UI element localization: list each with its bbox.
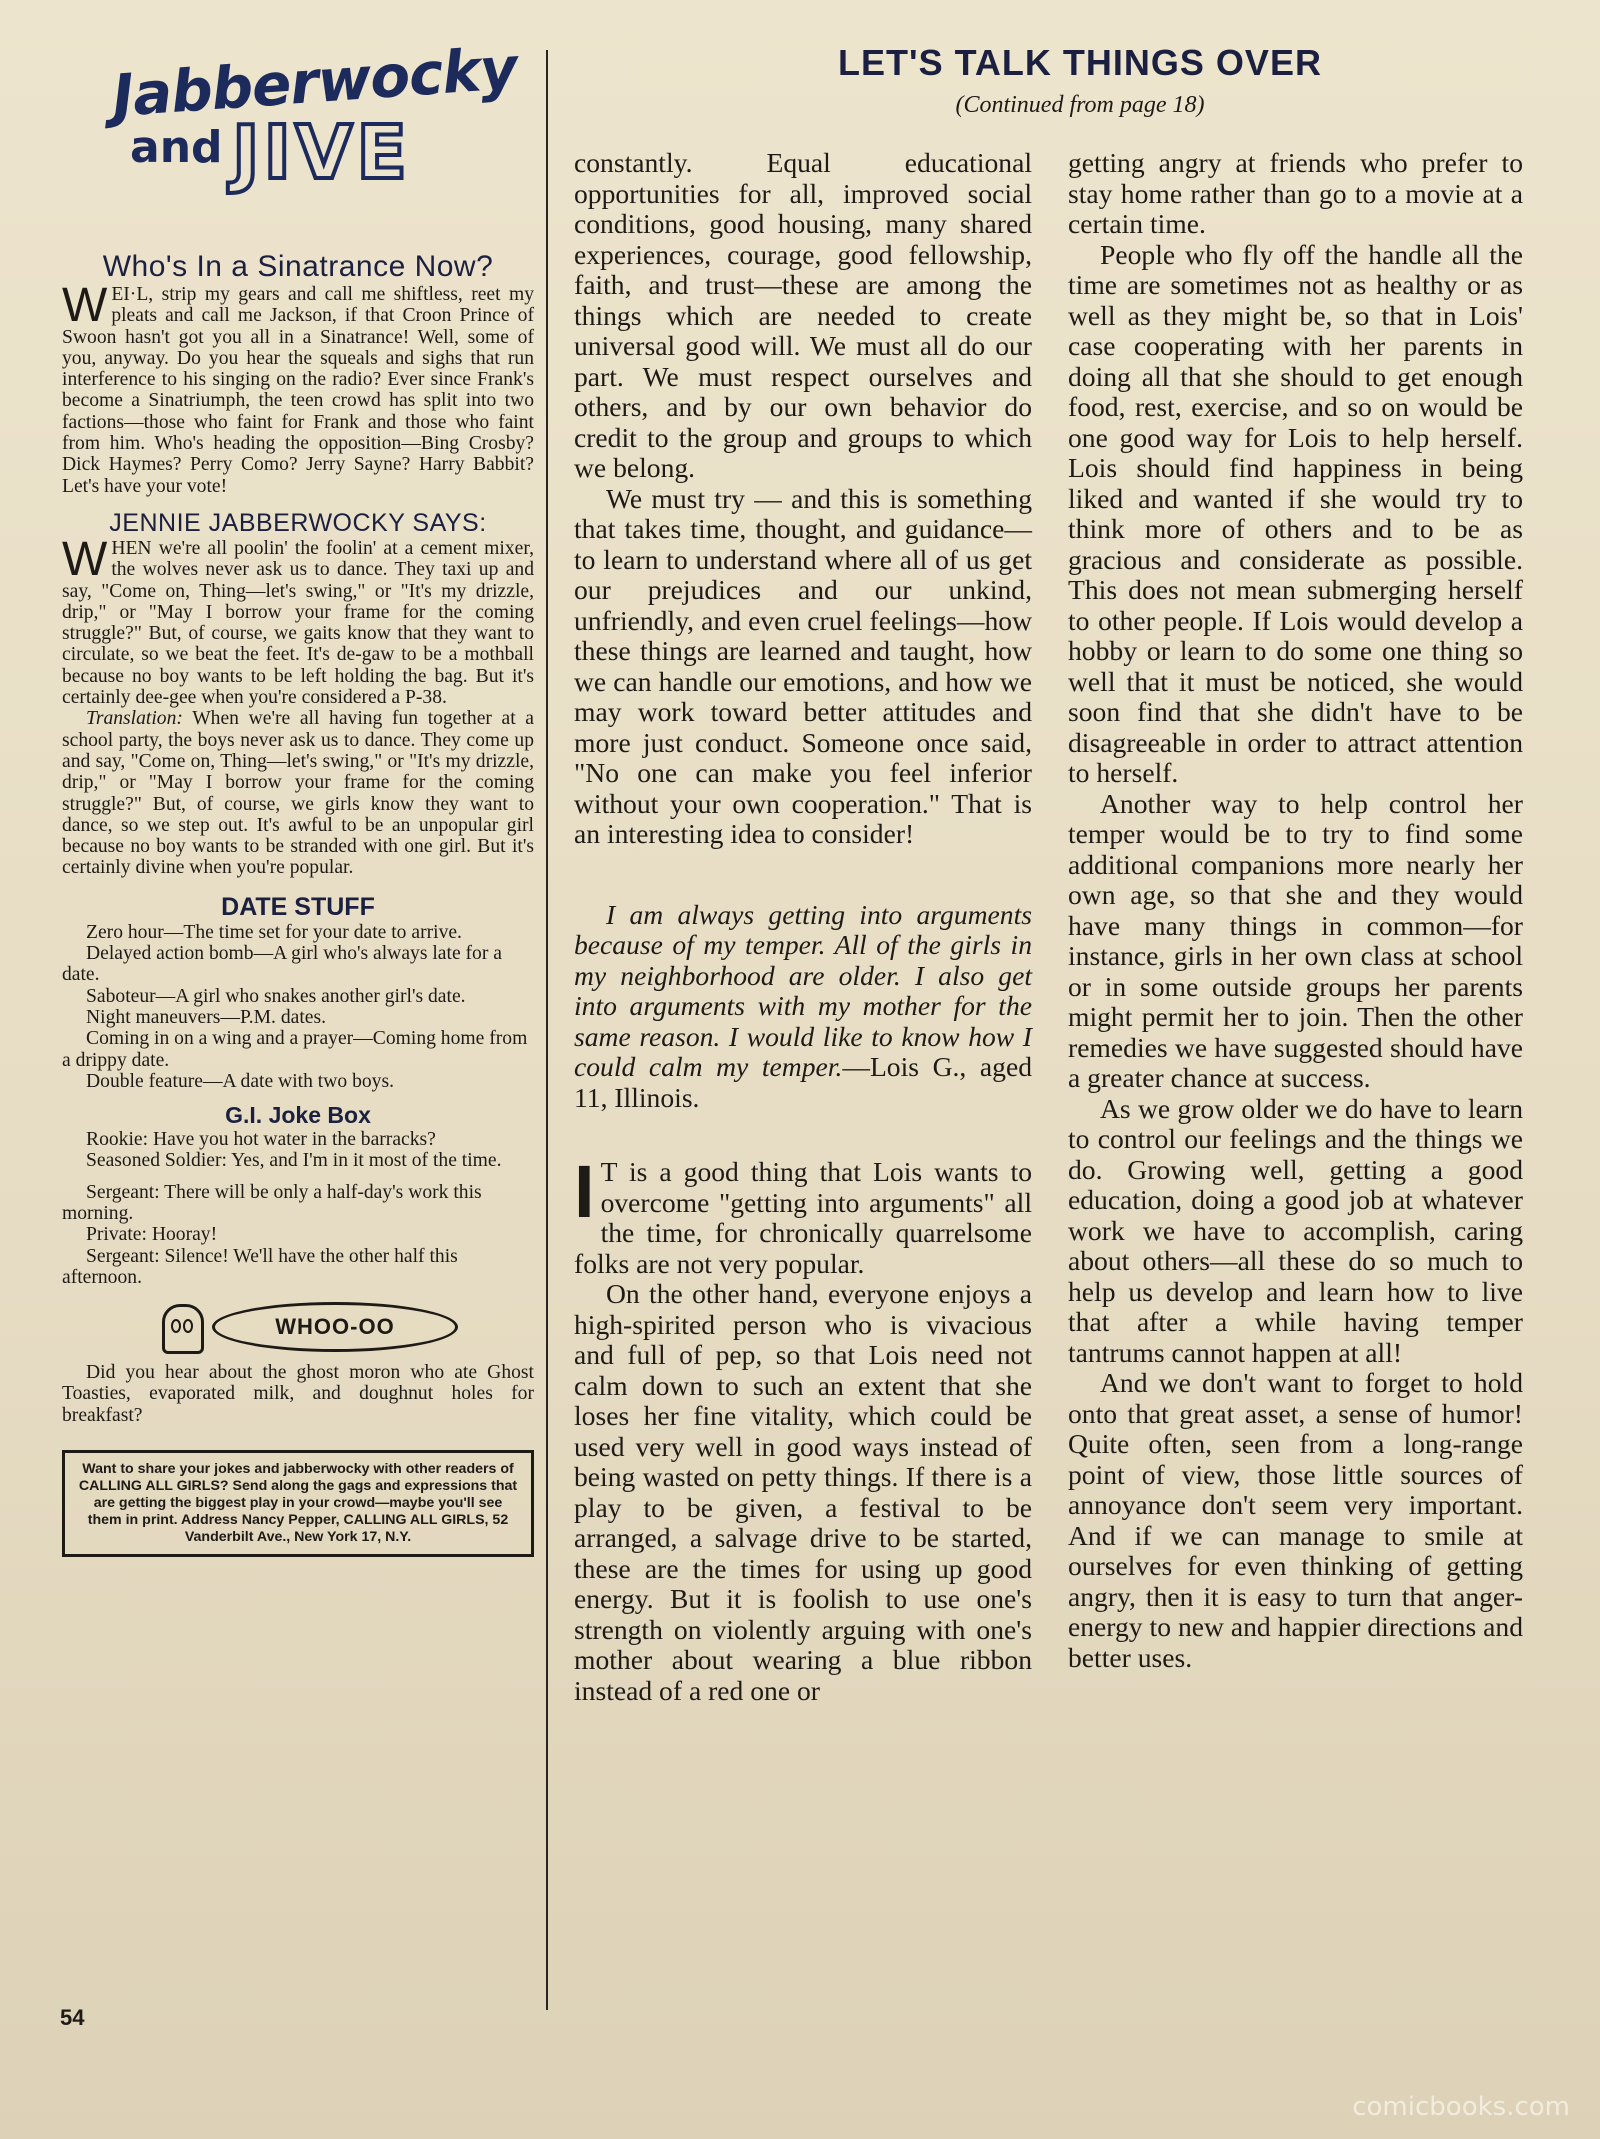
ghost-joke: Did you hear about the ghost moron who ate Ghost Toasties, evaporated milk, and doughnut holes for breakfast? <box>62 1362 534 1426</box>
article-paragraph: People who fly off the handle all the time are sometimes not as healthy or as well as they might be, so that in Lois' case cooperating with her parents in doing all that she should to get enough food, rest, exercise, and so on would be one good way for Lois to help herself. Lois should find happiness in being liked and wanted if she would try to think more of others and to be as gracious and considerate as possible. This does not mean submerging herself to other people. If Lois would develop a hobby or learn to do some one thing so well that it must be noticed, she would soon find that she didn't have to be disagreeable in order to attract attention to herself. <box>1068 238 1523 788</box>
date-def: Coming in on a wing and a prayer—Coming home from a drippy date. <box>62 1028 528 1071</box>
column-divider <box>546 50 548 2010</box>
translation-text: When we're all having fun together at a school party, the boys never ask us to dance. They come up and say, "Come on, Thing—let's swing," or "It's my drizzle, drip," or "May I borrow your frame for the coming struggle?" But, of course, we girls know they want to dance, so we step out. It's awful to be an unpopular girl because no boy wants to be stranded with one girl. But it's certainly divine when you're popular. <box>62 708 534 879</box>
article-paragraph: getting angry at friends who prefer to stay home rather than go to a movie at a certain time. <box>1068 147 1523 239</box>
dropcap-w2: W <box>62 532 108 586</box>
reader-letter <box>574 900 1032 1114</box>
masthead-jabberwocky: Jabberwocky <box>110 33 519 131</box>
ghost-eye-icon <box>171 1319 181 1333</box>
joke-line: Sergeant: Silence! We'll have the other half this afternoon. <box>62 1245 458 1288</box>
article-paragraph: We must try — and this is something that takes time, thought, and guidance—to learn to understand where all of us get our prejudices and our unkind, unfriendly, and even cruel feelings—how these things are learned and taught, how we can handle our emotions, and how we may work toward better attitudes and more just conduct. Someone once said, "No one can make you feel inferior without your own cooperation." That is an interesting idea to consider! <box>574 482 1032 849</box>
jabberwocky-masthead <box>62 33 534 210</box>
article-title: LET'S TALK THINGS OVER <box>838 42 1322 83</box>
whoo-speech-bubble: WHOO-OO <box>212 1302 458 1352</box>
ghost-illustration <box>62 1298 534 1356</box>
submission-box: Want to share your jokes and jabberwocky with other readers of CALLING ALL GIRLS? Send along the gags and expressions that are getting the biggest play in your crowd—maybe you'll see them in print. Address Nancy Pepper, CALLING ALL GIRLS, 52 Vanderbilt Ave., New York 17, N.Y. <box>62 1450 534 1557</box>
left-column <box>62 33 534 1557</box>
date-def: Night maneuvers—P.M. dates. <box>86 1006 326 1028</box>
joke-line: Sergeant: There will be only a half-day's work this morning. <box>62 1181 482 1224</box>
sinatrance-text: EI·L, strip my gears and call me shiftless, reet my pleats and call me Jackson, if that Croon Prince of Swoon hasn't got you all in a Sinatrance! Well, some of you, anyway. Do you hear the squeals and sighs that run interference to his singing on the radio? Ever since Frank's become a Sinatriumph, the teen crowd has split into two factions—those who faint for Frank and those who faint from him. Who's heading the opposition—Bing Crosby? Dick Haymes? Perry Como? Jerry Sayne? Harry Babbit? Let's have your vote! <box>62 284 534 497</box>
article-column-2 <box>1068 148 1523 1673</box>
joke-line: Rookie: Have you hot water in the barracks? <box>86 1129 436 1151</box>
translation-label: Translation: <box>86 708 183 730</box>
ghost-icon <box>162 1304 204 1354</box>
reader-letter-text: I am always getting into arguments because of my temper. All of the girls in my neighborhood are older. I also get into arguments with my mother for the same reason. I would like to know how I could calm my temper. <box>574 898 1032 1082</box>
answer-text: T is a good thing that Lois wants to overcome "getting into arguments" all the time, for chronically quarrelsome folks are not very popular. <box>574 1156 1032 1279</box>
translation-paragraph <box>62 708 534 878</box>
heading-date-stuff: DATE STUFF <box>221 892 375 921</box>
dropcap-i: I <box>574 1150 595 1233</box>
heading-gi-joke-box: G.I. Joke Box <box>225 1102 371 1129</box>
reader-letter-signature: —Lois G., aged 11, Illinois. <box>574 1051 1033 1113</box>
heading-sinatrance: Who's In a Sinatrance Now? <box>102 250 494 283</box>
masthead-jive: JIVE <box>232 110 411 196</box>
article-paragraph: On the other hand, everyone enjoys a high-spirited person who is vivacious and full of pep, so that Lois need not calm down to such an extent that she loses her fine vitality, which could be used very well in good ways instead of being wasted on petty things. If there is a play to be given, a festival to be arranged, a salvage drive to be started, these are the times for using up good energy. But it is foolish to use one's strength on violently arguing with one's mother about wearing a blue ribbon instead of a red one or <box>574 1278 1032 1706</box>
sinatrance-paragraph <box>62 279 534 497</box>
joke-line: Seasoned Soldier: Yes, and I'm in it most of the time. <box>86 1150 502 1172</box>
jennie-text: HEN we're all poolin' the foolin' at a cement mixer, the wolves never ask us to dance. They taxi up and say, "Come on, Thing—let's swing," or "It's my drizzle, drip," or "May I borrow your frame for the coming struggle?" But, of course, we gaits know that they want to circulate, so we beat the feet. It's de-gaw to be a mothball because no boy wants to be left holding the bag. But it's certainly dee-gee when you're considered a P-38. <box>62 537 534 709</box>
joke-line: Private: Hooray! <box>86 1224 218 1246</box>
dropcap-w: W <box>62 279 108 332</box>
date-def: Double feature—A date with two boys. <box>86 1070 394 1092</box>
page-number: 54 <box>60 2005 85 2030</box>
date-def: Zero hour—The time set for your date to arrive. <box>86 921 462 943</box>
jennie-paragraph <box>62 532 534 709</box>
article-column-1 <box>574 148 1032 1706</box>
ghost-eye-icon <box>183 1319 193 1333</box>
site-watermark: comicbooks.com <box>1352 2092 1570 2122</box>
article-paragraph: constantly. Equal educational opportunities for all, improved social conditions, good housing, many shared experiences, courage, good fellowship, faith, and trust—these are among the things which are needed to create universal good will. We must all do our part. We must respect ourselves and others, and by our own behavior do credit to the group and groups to which we belong. <box>574 147 1032 483</box>
masthead-and: and <box>130 122 223 173</box>
date-def: Delayed action bomb—A girl who's always late for a date. <box>62 943 502 986</box>
article-paragraph: And we don't want to forget to hold onto that great asset, a sense of humor! Quite often, seen from a long-range point of view, those little sources of annoyance don't seem very important. And if we can manage to smile at ourselves for even thinking of getting angry, then it is easy to turn that anger-energy to new and happier directions and better uses. <box>1068 1367 1523 1673</box>
heading-jennie: JENNIE JABBERWOCKY SAYS: <box>109 508 487 537</box>
date-def: Saboteur—A girl who snakes another girl's date. <box>86 985 466 1007</box>
continued-note: (Continued from page 18) <box>955 92 1205 118</box>
article-paragraph: As we grow older we do have to learn to control our feelings and the things we do. Growing well, getting a good education, doing a good job at whatever work we have to accomplish, caring about others—all these do so much to help us develop and learn how to live that after a while having temper tantrums cannot happen at all! <box>1068 1092 1523 1368</box>
article-paragraph: Another way to help control her temper would be to try to find some additional companions more nearly her own age, so that she and they would have many things in common—for instance, girls in her own class at school or in some outside groups her parents might permit her to join. Then the other remedies we have suggested should have a greater chance at success. <box>1068 787 1523 1093</box>
answer-paragraph <box>574 1150 1032 1279</box>
